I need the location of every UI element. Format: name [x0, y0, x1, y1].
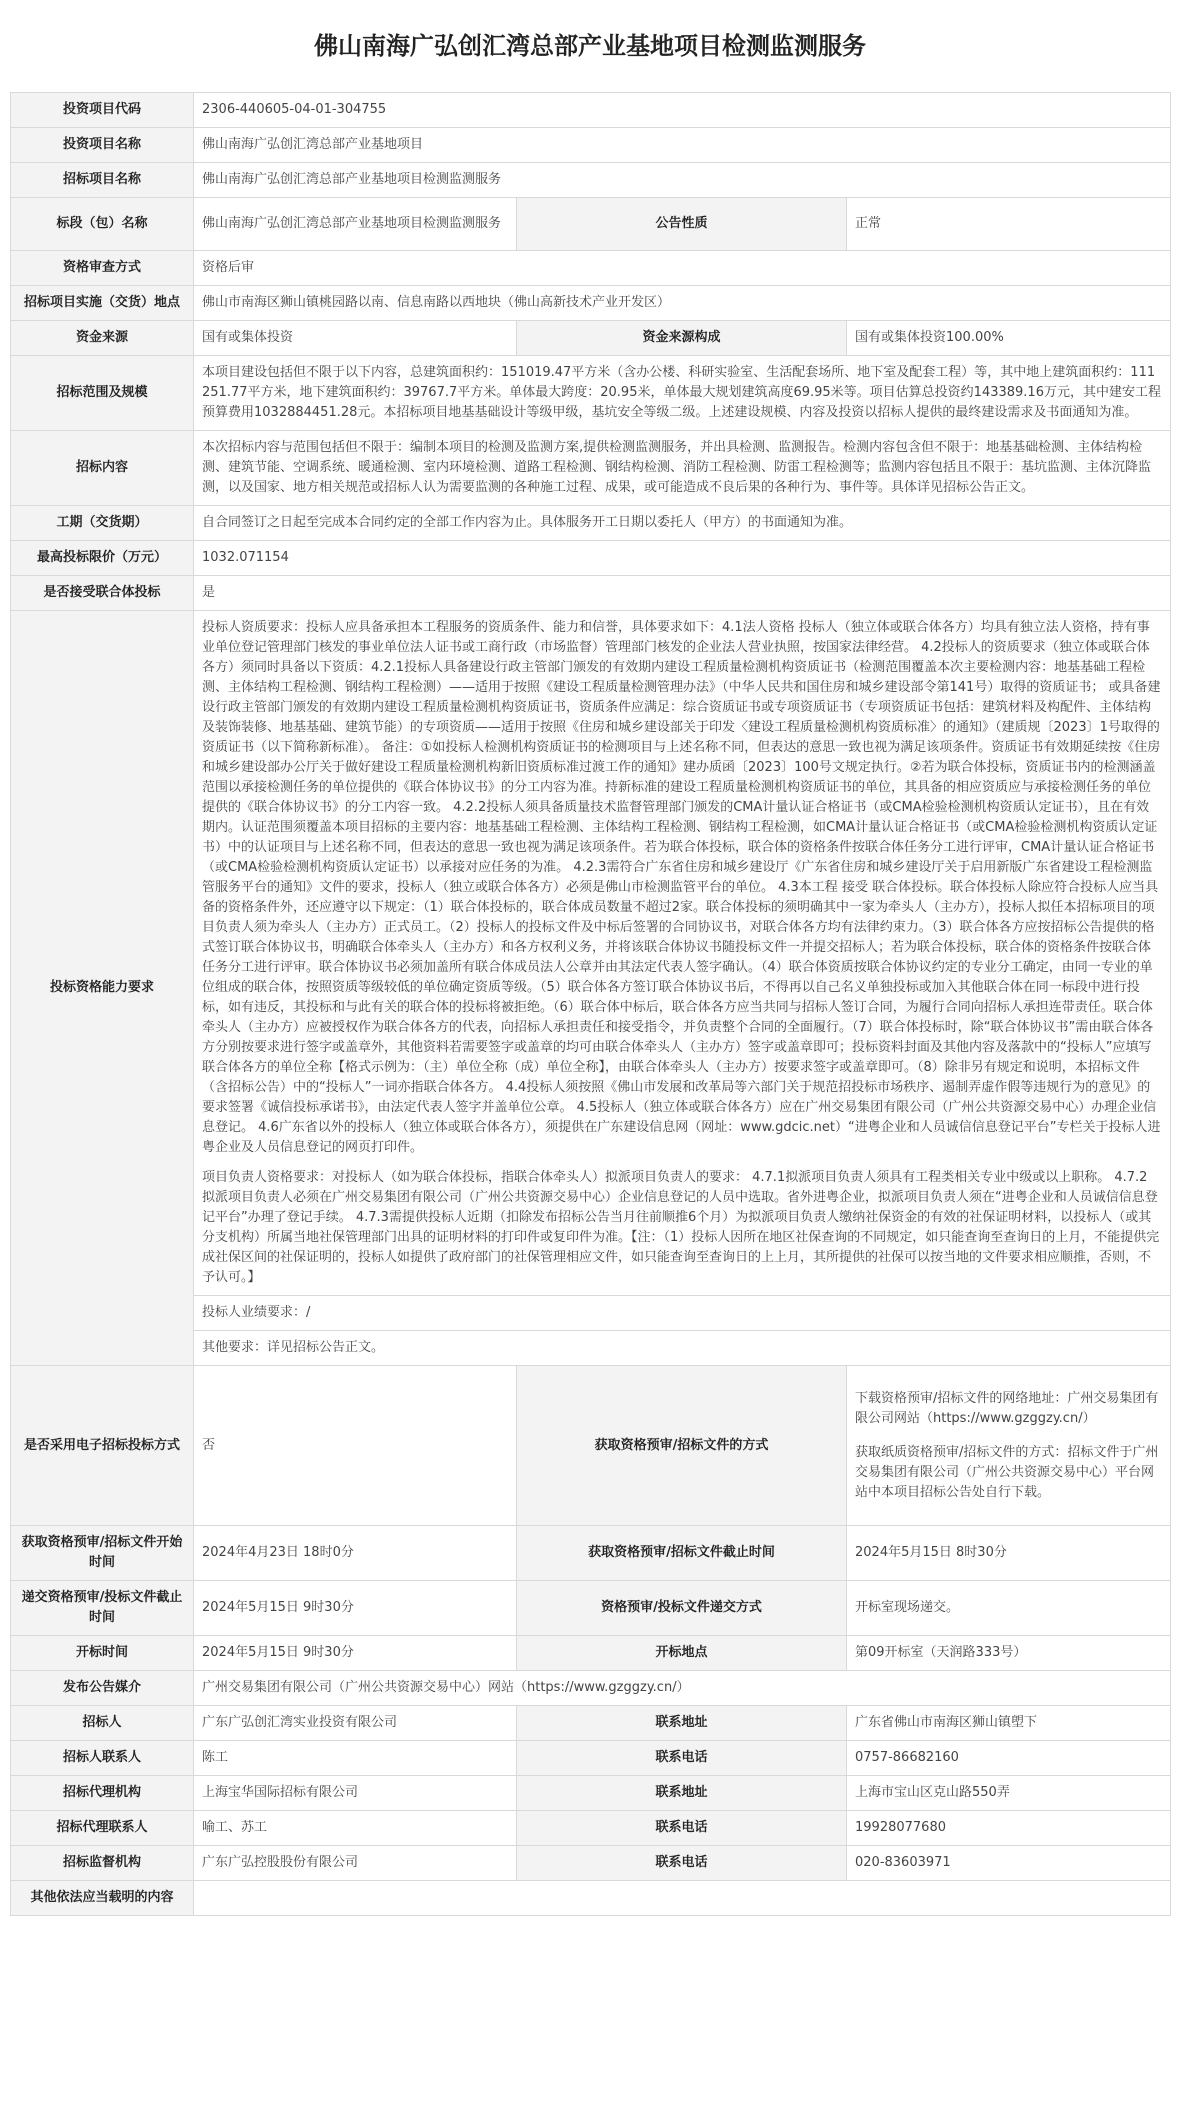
label-qualification-method: 资格审查方式 [11, 251, 194, 286]
row-fund-source [11, 321, 1171, 356]
label-notice-nature: 公告性质 [517, 198, 847, 251]
row-doc-times [11, 1526, 1171, 1581]
label-supervisor: 招标监督机构 [11, 1846, 194, 1881]
row-scope [11, 356, 1171, 431]
label-tenderer-address: 联系地址 [517, 1706, 847, 1741]
value-period: 自合同签订之日起至完成本合同约定的全部工作内容为止。具体服务开工日期以委托人（甲方）的书面通知为准。 [194, 506, 1171, 541]
value-open-time: 2024年5月15日 9时30分 [194, 1636, 517, 1671]
label-consortium: 是否接受联合体投标 [11, 576, 194, 611]
value-consortium: 是 [194, 576, 1171, 611]
row-project-name [11, 128, 1171, 163]
label-agency: 招标代理机构 [11, 1776, 194, 1811]
value-supervisor-phone: 020-83603971 [847, 1846, 1171, 1881]
project-leader-qualification-paragraph: 项目负责人资格要求：对投标人（如为联合体投标，指联合体牵头人）拟派项目负责人的要求： 4.7.1拟派项目负责人须具有工程类相关专业中级或以上职称。 4.7.2 拟派项目负责人必须在广州交易集团有限公司（广州公共资源交易中心）企业信息登记的人员中选取。省外进粤企业，拟派项目负责人须在“进粤企业和人员诚信信息登记平台”办理了登记手续。 4.7.3需提供投标人近期（扣除发布招标公告当月往前顺推6个月）为拟派项目负责人缴纳社保资金的有效的社保证明材料，以投标人（或其分支机构）所属当地社保管理部门出具的证明材料的打印件或复印件为准。【注：（1）投标人因所在地区社保查询的不同规定，如只能查询至查询日的上月，不能提供完成社保区间的社保证明的，投标人如提供了政府部门的社保管理相应文件，如只能查询至查询日的上上月，其所提供的社保可以按当地的文件要求相应顺推，否则，不予认可。】 [202, 1170, 1160, 1285]
value-agency-address: 上海市宝山区克山路550弄 [847, 1776, 1171, 1811]
label-media: 发布公告媒介 [11, 1671, 194, 1706]
label-tenderer-contact: 招标人联系人 [11, 1741, 194, 1776]
label-submit-deadline: 递交资格预审/投标文件截止时间 [11, 1581, 194, 1636]
value-agency-phone: 19928077680 [847, 1811, 1171, 1846]
value-agency: 上海宝华国际招标有限公司 [194, 1776, 517, 1811]
value-qualification-method: 资格后审 [194, 251, 1171, 286]
row-qualification-method [11, 251, 1171, 286]
row-opening [11, 1636, 1171, 1671]
value-tenderer-address: 广东省佛山市南海区狮山镇塱下 [847, 1706, 1171, 1741]
value-project-code: 2306-440605-04-01-304755 [194, 93, 1171, 128]
label-fund-source: 资金来源 [11, 321, 194, 356]
label-location: 招标项目实施（交货）地点 [11, 286, 194, 321]
value-submit-deadline: 2024年5月15日 9时30分 [194, 1581, 517, 1636]
value-other-content [194, 1881, 1171, 1916]
row-agency-contact [11, 1811, 1171, 1846]
value-tenderer-phone: 0757-86682160 [847, 1741, 1171, 1776]
value-scope: 本项目建设包括但不限于以下内容，总建筑面积约：151019.47平方米（含办公楼、科研实验室、生活配套场所、地下室及配套工程）等，其中地上建筑面积约：111251.77平方米，地下建筑面积约：39767.7平方米。单体最大跨度：20.95米，单体最大规划建筑高度69.95米等。项目估算总投资约143389.16万元，其中建安工程预算费用1032884451.28元。本招标项目地基基础设计等级甲级，基坑安全等级二级。上述建设规模、内容及投资以招标人提供的最终建设需求及书面通知为准。 [194, 356, 1171, 431]
label-agency-contact: 招标代理联系人 [11, 1811, 194, 1846]
label-doc-start: 获取资格预审/招标文件开始时间 [11, 1526, 194, 1581]
label-doc-end: 获取资格预审/招标文件截止时间 [517, 1526, 847, 1581]
row-media [11, 1671, 1171, 1706]
row-tenderer [11, 1706, 1171, 1741]
row-tender-project-name [11, 163, 1171, 198]
row-content [11, 431, 1171, 506]
row-supervisor [11, 1846, 1171, 1881]
value-tenderer-contact: 陈工 [194, 1741, 517, 1776]
value-section-name: 佛山南海广弘创汇湾总部产业基地项目检测监测服务 [194, 198, 517, 251]
row-location [11, 286, 1171, 321]
page-title: 佛山南海广弘创汇湾总部产业基地项目检测监测服务 [314, 32, 866, 60]
label-submit-method: 资格预审/投标文件递交方式 [517, 1581, 847, 1636]
label-doc-method: 获取资格预审/招标文件的方式 [517, 1366, 847, 1526]
row-agency [11, 1776, 1171, 1811]
label-electronic: 是否采用电子招标投标方式 [11, 1366, 194, 1526]
label-content: 招标内容 [11, 431, 194, 506]
value-tender-project-name: 佛山南海广弘创汇湾总部产业基地项目检测监测服务 [194, 163, 1171, 198]
label-scope: 招标范围及规模 [11, 356, 194, 431]
row-consortium [11, 576, 1171, 611]
label-project-name: 投资项目名称 [11, 128, 194, 163]
label-open-time: 开标时间 [11, 1636, 194, 1671]
value-tenderer: 广东广弘创汇湾实业投资有限公司 [194, 1706, 517, 1741]
row-max-price [11, 541, 1171, 576]
label-tender-project-name: 招标项目名称 [11, 163, 194, 198]
value-content: 本次招标内容与范围包括但不限于：编制本项目的检测及监测方案,提供检测监测服务，并出具检测、监测报告。检测内容包含但不限于：地基基础检测、主体结构检测、建筑节能、空调系统、暖通检测、室内环境检测、道路工程检测、钢结构检测、消防工程检测、防雷工程检测等；监测内容包括且不限于：基坑监测、主体沉降监测，以及国家、地方相关规范或招标人认为需要监测的各种施工过程、成果，或可能造成不良后果的各种行为、事件等。具体详见招标公告正文。 [194, 431, 1171, 506]
row-project-code [11, 93, 1171, 128]
label-section-name: 标段（包）名称 [11, 198, 194, 251]
doc-download-address: 下载资格预审/招标文件的网络地址：广州交易集团有限公司网站（https://www.gzggzy.cn/） [855, 1390, 1159, 1426]
label-project-code: 投资项目代码 [11, 93, 194, 128]
label-other-content: 其他依法应当载明的内容 [11, 1881, 194, 1916]
tender-info-table [10, 92, 1171, 1916]
label-agency-address: 联系地址 [517, 1776, 847, 1811]
row-tenderer-contact [11, 1741, 1171, 1776]
value-media: 广州交易集团有限公司（广州公共资源交易中心）网站（https://www.gzggzy.cn/） [194, 1671, 1171, 1706]
value-submit-method: 开标室现场递交。 [847, 1581, 1171, 1636]
label-tenderer: 招标人 [11, 1706, 194, 1741]
row-section-name [11, 198, 1171, 251]
value-fund-composition: 国有或集体投资100.00% [847, 321, 1171, 356]
row-submission [11, 1581, 1171, 1636]
doc-paper-method: 获取纸质资格预审/招标文件的方式：招标文件于广州交易集团有限公司（广州公共资源交易中心）平台网站中本项目招标公告处自行下载。 [855, 1444, 1159, 1500]
value-electronic: 否 [194, 1366, 517, 1526]
value-performance: 投标人业绩要求：/ [194, 1296, 1171, 1331]
label-tenderer-phone: 联系电话 [517, 1741, 847, 1776]
value-doc-end: 2024年5月15日 8时30分 [847, 1526, 1171, 1581]
label-open-place: 开标地点 [517, 1636, 847, 1671]
row-other-content [11, 1881, 1171, 1916]
value-location: 佛山市南海区狮山镇桃园路以南、信息南路以西地块（佛山高新技术产业开发区） [194, 286, 1171, 321]
row-electronic [11, 1366, 1171, 1526]
label-agency-phone: 联系电话 [517, 1811, 847, 1846]
value-open-place: 第09开标室（天润路333号） [847, 1636, 1171, 1671]
value-project-name: 佛山南海广弘创汇湾总部产业基地项目 [194, 128, 1171, 163]
label-fund-composition: 资金来源构成 [517, 321, 847, 356]
value-doc-method [847, 1366, 1171, 1526]
value-other-requirements: 其他要求：详见招标公告正文。 [194, 1331, 1171, 1366]
label-supervisor-phone: 联系电话 [517, 1846, 847, 1881]
value-agency-contact: 喻工、苏工 [194, 1811, 517, 1846]
value-supervisor: 广东广弘控股股份有限公司 [194, 1846, 517, 1881]
value-bidder-qualification [194, 611, 1171, 1296]
value-max-price: 1032.071154 [194, 541, 1171, 576]
value-doc-start: 2024年4月23日 18时0分 [194, 1526, 517, 1581]
label-period: 工期（交货期） [11, 506, 194, 541]
value-fund-source: 国有或集体投资 [194, 321, 517, 356]
value-notice-nature: 正常 [847, 198, 1171, 251]
row-period [11, 506, 1171, 541]
label-max-price: 最高投标限价（万元） [11, 541, 194, 576]
bidder-qualification-paragraph: 投标人资质要求：投标人应具备承担本工程服务的资质条件、能力和信誉，具体要求如下：4.1法人资格 投标人（独立体或联合体各方）均具有独立法人资格，持有事业单位登记管理部门核发的事业单位法人证书或工商行政（市场监督）管理部门核发的企业法人营业执照，按国家法律经营。 4.2投标人的资质要求（独立体或联合体各方）须同时具备以下资质：4.2.1投标人具备建设行政主管部门颁发的有效期内建设工程质量检测机构资质证书（检测范围覆盖本次主要检测内容：地基基础工程检测、主体结构工程检测、钢结构工程检测）——适用于按照《建设工程质量检测管理办法》（中华人民共和国住房和城乡建设部令第141号）取得的资质证书； 或具备建设行政主管部门颁发的有效期内建设工程质量检测机构资质证书，资质条件应满足：综合资质证书或专项资质证书（专项资质证书包括：建筑材料及构配件、主体结构及装饰装修、地基基础、建筑节能）的专项资质——适用于按照《住房和城乡建设部关于印发〈建设工程质量检测机构资质标准〉的通知》（建质规〔2023〕1号取得的资质证书（以下简称新标准）。 备注：①如投标人检测机构资质证书的检测项目与上述名称不同，但表达的意思一致也视为满足该项条件。资质证书有效期延续按《住房和城乡建设部办公厅关于做好建设工程质量检测机构新旧资质标准过渡工作的通知》建办质函〔2023〕100号文规定执行。②若为联合体投标，资质证书内的检测涵盖范围以承接检测任务的单位提供的《联合体协议书》的分工内容为准。持新标准的建设工程质量检测机构资质证书的单位，其具备的相应资质应与承接检测任务的单位提供的《联合体协议书》的分工内容一致。 4.2.2投标人须具备质量技术监督管理部门颁发的CMA计量认证合格证书（或CMA检验检测机构资质认定证书），且在有效期内。认证范围须覆盖本项目招标的主要内容：地基基础工程检测、主体结构工程检测、钢结构工程检测，如CMA计量认证合格证书（或CMA检验检测机构资质认定证书）中的认证项目与上述名称不同，但表达的意思一致也视为满足该项条件。若为联合体投标，联合体的资格条件按联合体任务分工进行评审，CMA计量认证合格证书（或CMA检验检测机构资质认定证书）以承接对应任务的为准。 4.2.3需符合广东省住房和城乡建设厅《广东省住房和城乡建设厅关于启用新版广东省建设工程检测监管服务平台的通知》文件的要求，投标人（独立或联合体各方）必须是佛山市检测监管平台的单位。 4.3本工程 接受 联合体投标。联合体投标人除应符合投标人应当具备的资格条件外，还应遵守以下规定：（1）联合体投标的，联合体成员数量不超过2家。联合体投标的须明确其中一家为牵头人（主办方），投标人拟任本招标项目的项目负责人须为牵头人（主办方）正式员工。（2）投标人的投标文件及中标后签署的合同协议书，对联合体各方均有法律约束力。（3）联合体各方应按招标公告提供的格式签订联合体协议书，明确联合体牵头人（主办方）和各方权利义务，并将该联合体协议书随投标文件一并提交招标人；若为联合体投标，联合体的资格条件按联合体任务分工进行评审。联合体协议书必须加盖所有联合体成员法人公章并由其法定代表人签字确认。（4）联合体资质按联合体协议约定的专业分工确定，由同一专业的单位组成的联合体，按照资质等级较低的单位确定资质等级。（5）联合体各方签订联合体协议书后，不得再以自己名义单独投标或加入其他联合体在同一标段中进行投标，如有违反，其投标和与此有关的联合体的投标将被拒绝。（6）联合体中标后，联合体各方应当共同与招标人签订合同，为履行合同向招标人承担连带责任。联合体牵头人（主办方）应被授权作为联合体各方的代表，向招标人承担责任和接受指令，并负责整个合同的全面履行。（7）联合体投标时，除“联合体协议书”需由联合体各方分别按要求进行签字或盖章外，其他资料若需要签字或盖章的均可由联合体牵头人（主办方）签字或盖章即可；投标资料封面及其他内容及落款中的“投标人”应填写联合体各方的单位全称【格式示例为：（主）单位全称（成）单位全称】，由联合体牵头人（主办方）按要求签字或盖章即可。（8）除非另有规定和说明，本招标文件（含招标公告）中的“投标人”一词亦指联合体各方。 4.4投标人须按照《佛山市发展和改革局等六部门关于规范招投标市场秩序、遏制弄虚作假等违规行为的意见》的要求签署《诚信投标承诺书》，由法定代表人签字并盖单位公章。 4.5投标人（独立体或联合体各方）应在广州交易集团有限公司（广州公共资源交易中心）办理企业信息登记。 4.6广东省以外的投标人（独立体或联合体各方），须提供在广东建设信息网（网址：www.gdcic.net）“进粤企业和人员诚信信息登记平台”专栏关于投标人进粤企业及人员信息登记的网页打印件。 [202, 620, 1161, 1155]
row-bidder-qualification [11, 611, 1171, 1296]
label-bidder-qualification: 投标资格能力要求 [11, 611, 194, 1366]
